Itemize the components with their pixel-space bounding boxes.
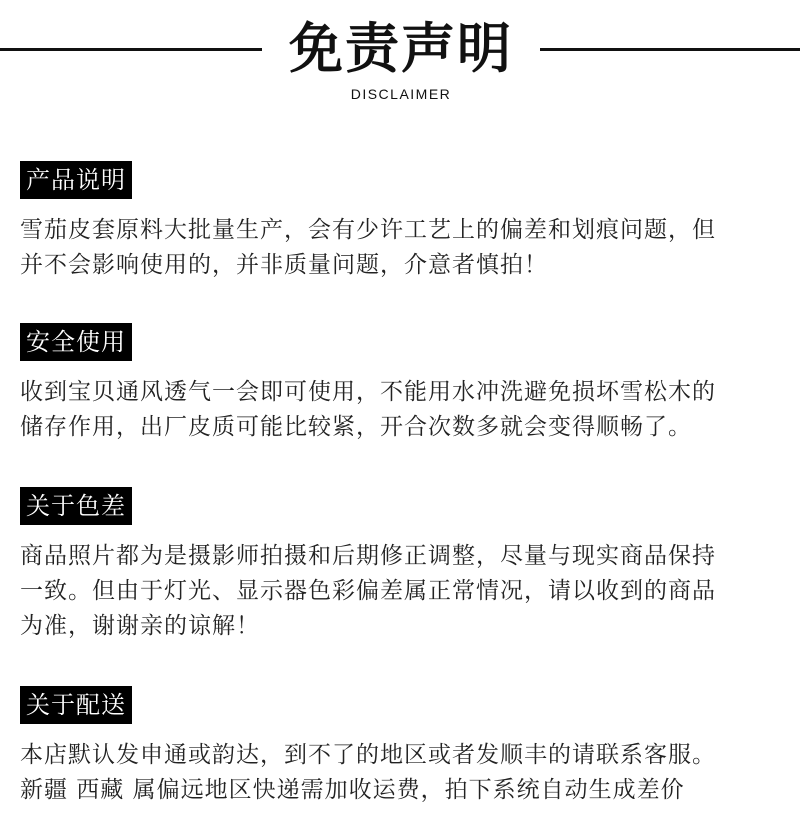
section-line: 商品照片都为是摄影师拍摄和后期修正调整，尽量与现实商品保持 <box>20 543 716 569</box>
section-body <box>20 375 790 445</box>
header-rule-right <box>540 48 800 51</box>
section-line: 一致。但由于灯光、显示器色彩偏差属正常情况，请以收到的商品 <box>20 578 716 604</box>
section-label: 安全使用 <box>20 323 132 361</box>
page-title: 免责声明 <box>289 17 513 80</box>
page-subtitle: DISCLAIMER <box>350 86 452 102</box>
section-safe-use <box>20 323 790 445</box>
header-rule-left <box>0 48 262 51</box>
section-label: 产品说明 <box>20 161 132 199</box>
section-line: 为准，谢谢亲的谅解！ <box>20 613 260 639</box>
section-line: 并不会影响使用的，并非质量问题，介意者慎拍！ <box>20 252 548 278</box>
section-delivery <box>20 686 790 808</box>
section-body <box>20 738 790 808</box>
section-line: 本店默认发申通或韵达，到不了的地区或者发顺丰的请联系客服。 <box>20 742 716 768</box>
section-color-difference <box>20 487 790 644</box>
section-product-description <box>20 161 790 283</box>
section-line: 雪茄皮套原料大批量生产，会有少许工艺上的偏差和划痕问题，但 <box>20 217 716 243</box>
disclaimer-header <box>0 0 800 110</box>
section-line: 收到宝贝通风透气一会即可使用，不能用水冲洗避免损坏雪松木的 <box>20 379 716 405</box>
section-body <box>20 539 790 644</box>
section-label: 关于配送 <box>20 686 132 724</box>
section-body <box>20 213 790 283</box>
section-line: 新疆 西藏 属偏远地区快递需加收运费，拍下系统自动生成差价 <box>20 777 685 803</box>
section-label: 关于色差 <box>20 487 132 525</box>
section-line: 储存作用，出厂皮质可能比较紧，开合次数多就会变得顺畅了。 <box>20 414 692 440</box>
